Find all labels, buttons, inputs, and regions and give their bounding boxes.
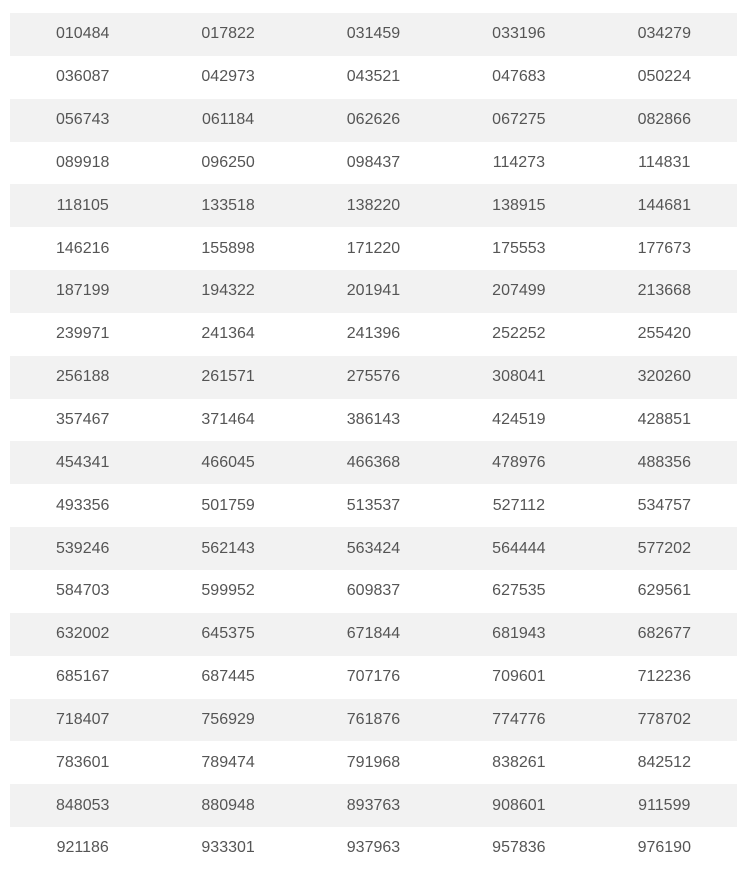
table-row bbox=[10, 227, 737, 270]
table-row bbox=[10, 527, 737, 570]
table-cell: 042973 bbox=[155, 56, 300, 99]
table-row bbox=[10, 399, 737, 442]
table-cell: 709601 bbox=[446, 656, 591, 699]
table-cell: 033196 bbox=[446, 13, 591, 56]
table-cell: 563424 bbox=[301, 527, 446, 570]
table-row bbox=[10, 13, 737, 56]
table-cell: 682677 bbox=[592, 613, 737, 656]
table-cell: 062626 bbox=[301, 99, 446, 142]
table-cell: 034279 bbox=[592, 13, 737, 56]
table-cell: 838261 bbox=[446, 741, 591, 784]
table-cell: 584703 bbox=[10, 570, 155, 613]
table-cell: 308041 bbox=[446, 356, 591, 399]
table-row bbox=[10, 827, 737, 870]
table-cell: 609837 bbox=[301, 570, 446, 613]
table-cell: 933301 bbox=[155, 827, 300, 870]
table-cell: 424519 bbox=[446, 399, 591, 442]
table-cell: 681943 bbox=[446, 613, 591, 656]
table-cell: 718407 bbox=[10, 699, 155, 742]
table-row bbox=[10, 741, 737, 784]
table-cell: 239971 bbox=[10, 313, 155, 356]
table-cell: 114831 bbox=[592, 142, 737, 185]
table-cell: 255420 bbox=[592, 313, 737, 356]
table-cell: 252252 bbox=[446, 313, 591, 356]
table-cell: 047683 bbox=[446, 56, 591, 99]
table-cell: 564444 bbox=[446, 527, 591, 570]
table-cell: 466368 bbox=[301, 441, 446, 484]
table-cell: 756929 bbox=[155, 699, 300, 742]
table-cell: 241364 bbox=[155, 313, 300, 356]
table-cell: 275576 bbox=[301, 356, 446, 399]
table-cell: 082866 bbox=[592, 99, 737, 142]
table-cell: 043521 bbox=[301, 56, 446, 99]
table-cell: 562143 bbox=[155, 527, 300, 570]
table-cell: 138915 bbox=[446, 184, 591, 227]
table-cell: 144681 bbox=[592, 184, 737, 227]
table-cell: 241396 bbox=[301, 313, 446, 356]
table-cell: 177673 bbox=[592, 227, 737, 270]
table-cell: 036087 bbox=[10, 56, 155, 99]
table-cell: 320260 bbox=[592, 356, 737, 399]
table-cell: 539246 bbox=[10, 527, 155, 570]
table-row bbox=[10, 613, 737, 656]
table-row bbox=[10, 142, 737, 185]
table-cell: 577202 bbox=[592, 527, 737, 570]
table-cell: 632002 bbox=[10, 613, 155, 656]
table-row bbox=[10, 570, 737, 613]
table-cell: 976190 bbox=[592, 827, 737, 870]
table-cell: 194322 bbox=[155, 270, 300, 313]
table-row bbox=[10, 656, 737, 699]
table-row bbox=[10, 784, 737, 827]
table-cell: 791968 bbox=[301, 741, 446, 784]
table-cell: 386143 bbox=[301, 399, 446, 442]
table-cell: 501759 bbox=[155, 484, 300, 527]
table-cell: 778702 bbox=[592, 699, 737, 742]
table-cell: 466045 bbox=[155, 441, 300, 484]
table-cell: 118105 bbox=[10, 184, 155, 227]
table-row bbox=[10, 484, 737, 527]
table-cell: 256188 bbox=[10, 356, 155, 399]
table-cell: 783601 bbox=[10, 741, 155, 784]
table-cell: 428851 bbox=[592, 399, 737, 442]
table-cell: 957836 bbox=[446, 827, 591, 870]
table-row bbox=[10, 356, 737, 399]
table-cell: 478976 bbox=[446, 441, 591, 484]
table-cell: 096250 bbox=[155, 142, 300, 185]
table-cell: 171220 bbox=[301, 227, 446, 270]
table-row bbox=[10, 99, 737, 142]
table-cell: 627535 bbox=[446, 570, 591, 613]
table-row bbox=[10, 441, 737, 484]
number-table-body bbox=[10, 13, 737, 870]
table-cell: 513537 bbox=[301, 484, 446, 527]
table-cell: 911599 bbox=[592, 784, 737, 827]
table-cell: 908601 bbox=[446, 784, 591, 827]
table-cell: 213668 bbox=[592, 270, 737, 313]
table-cell: 371464 bbox=[155, 399, 300, 442]
table-cell: 261571 bbox=[155, 356, 300, 399]
table-cell: 629561 bbox=[592, 570, 737, 613]
table-cell: 175553 bbox=[446, 227, 591, 270]
number-table-container bbox=[10, 13, 737, 870]
table-row bbox=[10, 184, 737, 227]
table-row bbox=[10, 313, 737, 356]
table-cell: 187199 bbox=[10, 270, 155, 313]
table-cell: 488356 bbox=[592, 441, 737, 484]
table-cell: 155898 bbox=[155, 227, 300, 270]
table-cell: 761876 bbox=[301, 699, 446, 742]
table-cell: 017822 bbox=[155, 13, 300, 56]
table-cell: 707176 bbox=[301, 656, 446, 699]
table-cell: 067275 bbox=[446, 99, 591, 142]
table-cell: 712236 bbox=[592, 656, 737, 699]
table-cell: 010484 bbox=[10, 13, 155, 56]
table-cell: 937963 bbox=[301, 827, 446, 870]
table-cell: 645375 bbox=[155, 613, 300, 656]
table-cell: 207499 bbox=[446, 270, 591, 313]
table-cell: 880948 bbox=[155, 784, 300, 827]
table-cell: 138220 bbox=[301, 184, 446, 227]
table-cell: 687445 bbox=[155, 656, 300, 699]
table-cell: 061184 bbox=[155, 99, 300, 142]
table-cell: 454341 bbox=[10, 441, 155, 484]
table-cell: 031459 bbox=[301, 13, 446, 56]
table-cell: 921186 bbox=[10, 827, 155, 870]
table-cell: 685167 bbox=[10, 656, 155, 699]
table-cell: 599952 bbox=[155, 570, 300, 613]
table-cell: 671844 bbox=[301, 613, 446, 656]
table-cell: 789474 bbox=[155, 741, 300, 784]
table-cell: 527112 bbox=[446, 484, 591, 527]
table-cell: 848053 bbox=[10, 784, 155, 827]
table-row bbox=[10, 699, 737, 742]
table-cell: 056743 bbox=[10, 99, 155, 142]
table-cell: 114273 bbox=[446, 142, 591, 185]
table-cell: 050224 bbox=[592, 56, 737, 99]
table-cell: 493356 bbox=[10, 484, 155, 527]
table-cell: 133518 bbox=[155, 184, 300, 227]
table-cell: 146216 bbox=[10, 227, 155, 270]
table-row bbox=[10, 56, 737, 99]
table-row bbox=[10, 270, 737, 313]
table-cell: 893763 bbox=[301, 784, 446, 827]
number-table bbox=[10, 13, 737, 870]
table-cell: 774776 bbox=[446, 699, 591, 742]
table-cell: 089918 bbox=[10, 142, 155, 185]
table-cell: 098437 bbox=[301, 142, 446, 185]
table-cell: 201941 bbox=[301, 270, 446, 313]
table-cell: 842512 bbox=[592, 741, 737, 784]
table-cell: 357467 bbox=[10, 399, 155, 442]
table-cell: 534757 bbox=[592, 484, 737, 527]
